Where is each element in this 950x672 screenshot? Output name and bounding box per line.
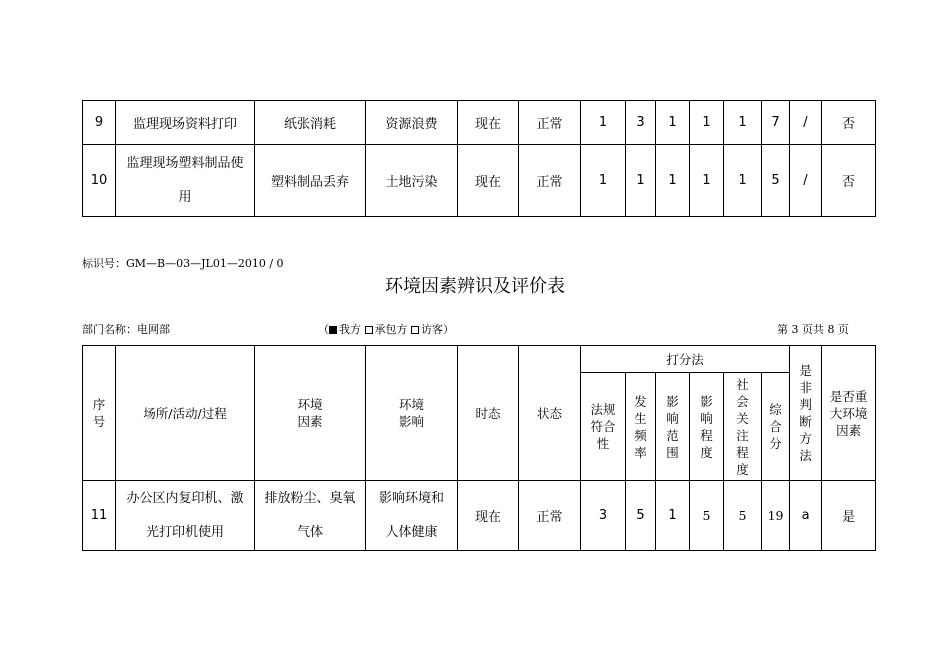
header-no xyxy=(83,346,116,481)
row-total: 19 xyxy=(762,481,790,551)
table-row xyxy=(83,481,876,551)
header-score-4 xyxy=(690,373,724,481)
row-tense: 现在 xyxy=(458,101,519,145)
header-major-text: 是否重大环境因素 xyxy=(829,388,868,438)
unchecked-box-icon xyxy=(411,326,419,334)
header-total-text: 综合分 xyxy=(769,402,782,451)
document-code: 标识号：GM—B—03—JL01—2010 / 0 xyxy=(82,257,284,270)
table-row xyxy=(83,145,876,217)
row-factor xyxy=(255,481,366,551)
row-score-5: 1 xyxy=(724,101,762,145)
row-score-4: 1 xyxy=(690,101,724,145)
row-tense: 现在 xyxy=(458,481,519,551)
row-place-line-2: 用 xyxy=(178,189,192,205)
row-score-4: 5 xyxy=(690,481,724,551)
header-factor-text: 环境因素 xyxy=(297,397,323,429)
row-state: 正常 xyxy=(519,145,581,217)
row-total: 7 xyxy=(762,101,790,145)
page-number: 第 3 页共 8 页 xyxy=(777,323,849,336)
department-name: 部门名称：电网部 xyxy=(82,323,170,336)
header-total xyxy=(762,373,790,481)
row-method: a xyxy=(790,481,822,551)
row-score-1: 3 xyxy=(581,481,626,551)
row-place-line-1: 监理现场塑料制品使 xyxy=(126,155,244,171)
row-state: 正常 xyxy=(519,101,581,145)
row-place-line-1: 办公区内复印机、激 xyxy=(126,490,244,506)
row-impact: 土地污染 xyxy=(366,145,458,217)
header-tense: 时态 xyxy=(458,346,519,481)
row-score-4: 1 xyxy=(690,145,724,217)
row-score-3: 1 xyxy=(656,101,690,145)
row-score-2: 1 xyxy=(626,145,656,217)
row-place: 监理现场资料打印 xyxy=(116,101,255,145)
evaluation-table-top xyxy=(82,100,876,217)
row-factor-line-2: 气体 xyxy=(296,524,323,540)
header-scoring: 打分法 xyxy=(581,346,790,373)
row-total: 5 xyxy=(762,145,790,217)
row-no: 10 xyxy=(83,145,116,217)
header-score-5-text: 社会关注程度 xyxy=(736,376,749,477)
row-score-2: 5 xyxy=(626,481,656,551)
row-no: 9 xyxy=(83,101,116,145)
header-score-2-text: 发生频率 xyxy=(634,393,647,460)
row-factor: 纸张消耗 xyxy=(255,101,366,145)
row-score-3: 1 xyxy=(656,481,690,551)
header-score-1 xyxy=(581,373,626,481)
row-method: / xyxy=(790,101,822,145)
row-major: 否 xyxy=(822,145,876,217)
header-method xyxy=(790,346,822,481)
scope-option-contractor: 承包方 xyxy=(374,323,408,336)
table-row xyxy=(83,101,876,145)
header-major xyxy=(822,346,876,481)
row-score-1: 1 xyxy=(581,101,626,145)
header-no-text: 序号 xyxy=(92,397,106,429)
scope-open-paren: （ xyxy=(318,323,329,336)
row-impact-line-1: 影响环境和 xyxy=(378,490,444,506)
header-score-1-text: 法规符合性 xyxy=(590,402,616,451)
row-tense: 现在 xyxy=(458,145,519,217)
header-score-3 xyxy=(656,373,690,481)
page-title: 环境因素辨识及评价表 xyxy=(385,276,565,297)
row-score-1: 1 xyxy=(581,145,626,217)
header-factor xyxy=(255,346,366,481)
row-impact xyxy=(366,481,458,551)
scope-close-paren: ） xyxy=(443,323,454,336)
row-factor: 塑料制品丢弃 xyxy=(255,145,366,217)
evaluation-table xyxy=(82,345,876,551)
header-method-text: 是非判断方法 xyxy=(799,363,812,463)
row-place xyxy=(116,481,255,551)
row-place-line-2: 光打印机使用 xyxy=(145,524,224,540)
row-score-3: 1 xyxy=(656,145,690,217)
header-state: 状态 xyxy=(519,346,581,481)
row-major: 是 xyxy=(822,481,876,551)
unchecked-box-icon xyxy=(365,326,373,334)
header-score-2 xyxy=(626,373,656,481)
row-impact: 资源浪费 xyxy=(366,101,458,145)
row-major: 否 xyxy=(822,101,876,145)
row-method: / xyxy=(790,145,822,217)
table-header-row xyxy=(83,346,876,373)
row-score-2: 3 xyxy=(626,101,656,145)
header-score-5 xyxy=(724,373,762,481)
row-state: 正常 xyxy=(519,481,581,551)
row-score-5: 5 xyxy=(724,481,762,551)
row-factor-line-1: 排放粉尘、臭氧 xyxy=(264,490,356,506)
scope-option-mine: 我方 xyxy=(339,323,361,336)
checked-box-icon xyxy=(329,326,337,334)
row-score-5: 1 xyxy=(724,145,762,217)
scope-option-visitor: 访客 xyxy=(421,323,443,336)
header-score-4-text: 影响程度 xyxy=(700,393,713,460)
header-impact-text: 环境影响 xyxy=(398,397,424,429)
header-impact xyxy=(366,346,458,481)
row-place xyxy=(116,145,255,217)
party-scope xyxy=(318,321,454,337)
header-place: 场所/活动/过程 xyxy=(116,346,255,481)
row-no: 11 xyxy=(83,481,116,551)
header-score-3-text: 影响范围 xyxy=(666,393,679,460)
row-impact-line-2: 人体健康 xyxy=(385,524,438,540)
